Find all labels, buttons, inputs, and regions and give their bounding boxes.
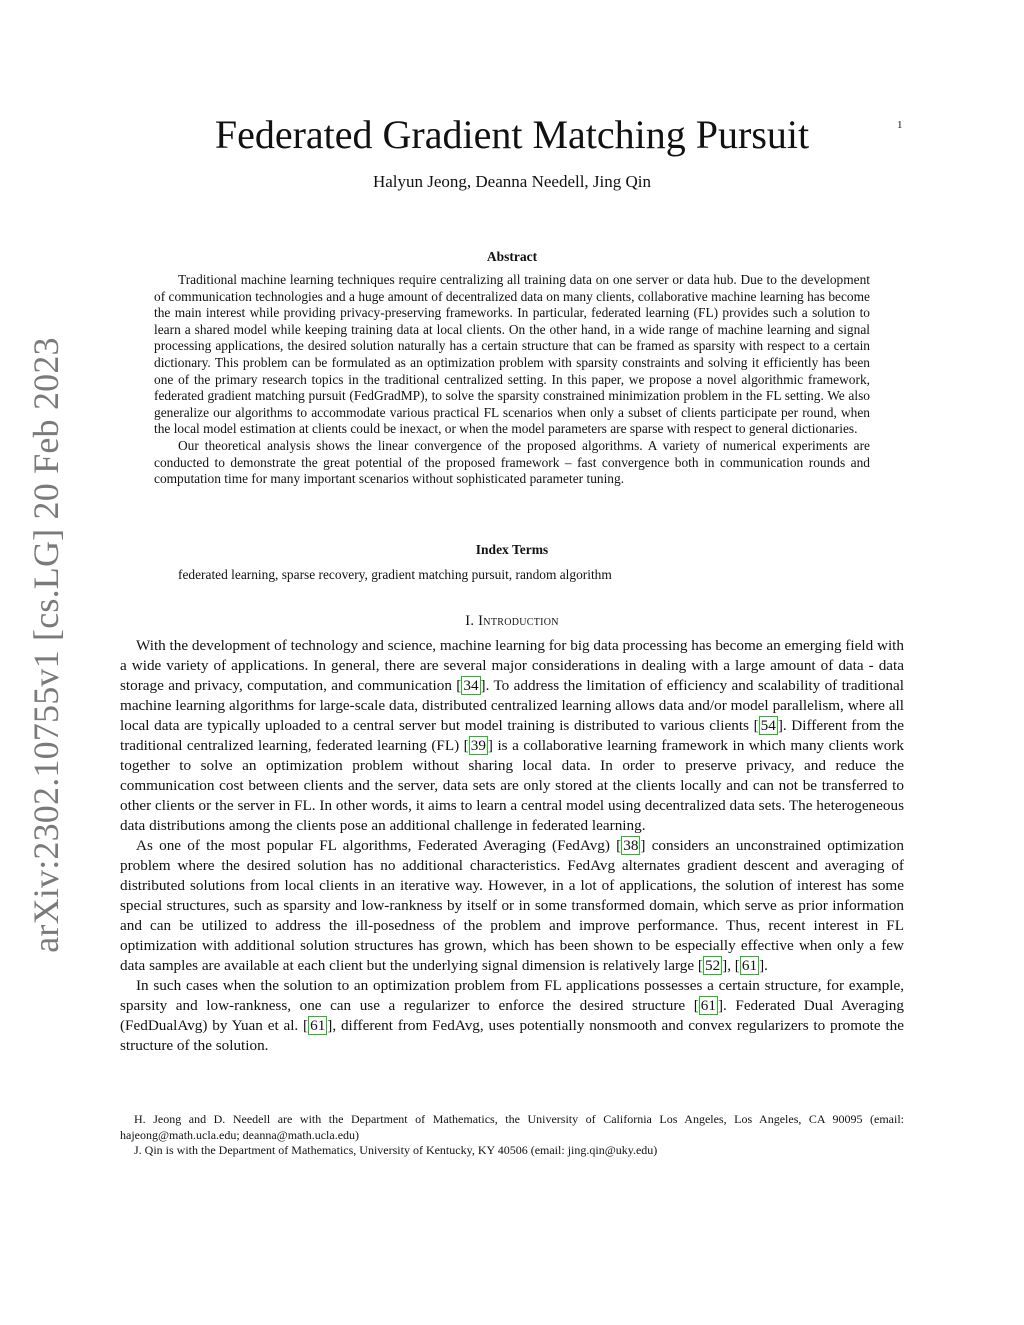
citation-link[interactable]: 39 bbox=[470, 737, 486, 754]
citation-link[interactable]: 52 bbox=[704, 957, 721, 974]
section-heading: I. Introduction bbox=[465, 613, 559, 629]
index-terms-text: federated learning, sparse recovery, gradient matching pursuit, random algorithm bbox=[178, 567, 612, 582]
body-paragraph bbox=[120, 636, 904, 836]
body-text-run: ] is a collaborative learning framework in which many clients work together to solve an optimization problem without sharing local data. In order to preserve privacy, and reduce the communication cost between clients and the server, data sets are only stored at the clients locally and can not be transferred to other clients or the server in FL. In other words, it aims to learn a central model using decentralized data sets. The heterogeneous data distributions among the clients pose an additional challenge in federated learning. bbox=[120, 737, 904, 834]
body-text-run: As one of the most popular FL algorithms, Federated Averaging (FedAvg) [ bbox=[136, 837, 622, 854]
body-text-run: With the development of technology and science, machine learning for big data processing has become an emerging field with a wide variety of applications. In general, there are several major considerations in dealing with a large amount of data - data storage and privacy, computation, and communication [ bbox=[120, 637, 904, 694]
body-text-run: ]. Federated Dual Averaging (FedDualAvg) by Yuan et al. [ bbox=[120, 997, 904, 1034]
body-text-run: ]. Different from the traditional centralized learning, federated learning (FL) [ bbox=[120, 717, 905, 754]
page-number: 1 bbox=[897, 119, 903, 131]
introduction-body bbox=[120, 636, 904, 1056]
citation-link[interactable]: 34 bbox=[463, 677, 479, 694]
footnote-affiliation: H. Jeong and D. Needell are with the Department of Mathematics, the University of California Los Angeles, Los Angeles, CA 90095 (email: hajeong@math.ucla.edu; deanna@math.ucla.edu) bbox=[120, 1112, 904, 1142]
index-terms-heading: Index Terms bbox=[475, 542, 549, 557]
footnote-affiliation: J. Qin is with the Department of Mathematics, University of Kentucky, KY 40506 (email: jing.qin@uky.edu) bbox=[134, 1143, 658, 1157]
body-text-run: ], [ bbox=[722, 957, 740, 974]
abstract-paragraph: Our theoretical analysis shows the linear convergence of the proposed algorithms. A variety of numerical experiments are conducted to demonstrate the great potential of the proposed framework – fast convergence both in communication rounds and computation time for many important scenarios without sophisticated parameter tuning. bbox=[154, 437, 870, 487]
body-text-run: ] considers an unconstrained optimization problem where the desired solution has no additional characteristics. FedAvg alternates gradient descent and averaging of distributed solutions from local clients in an iterative way. However, in a lot of applications, the solution of interest has some special structures, such as sparsity and low-rankness by itself or in some transformed domain, which serve as prior information and can be utilized to address the ill-posedness of the problem and improve performance. Thus, recent interest in FL optimization with additional solution structures has grown, which has been shown to be especially effective when only a few data samples are available at each client but the underlying signal dimension is relatively large [ bbox=[120, 837, 904, 974]
footnotes bbox=[120, 1112, 904, 1159]
abstract-body bbox=[154, 272, 870, 488]
citation-link[interactable]: 61 bbox=[700, 997, 716, 1014]
body-paragraph bbox=[120, 836, 904, 976]
abstract-paragraph: Traditional machine learning techniques require centralizing all training data on one server or data hub. Due to the development of communication technologies and a huge amount of decentralized data on many clients, collaborative machine learning has become the main interest while providing privacy-preserving frameworks. In particular, federated learning (FL) provides such a solution to learn a shared model while keeping training data at local clients. On the other hand, in a wide range of machine learning and signal processing applications, the desired solution naturally has a certain structure that can be framed as sparsity with respect to a certain dictionary. This problem can be formulated as an optimization problem with sparsity constraints and solving it efficiently has been one of the primary research topics in the traditional centralized setting. In this paper, we propose a novel algorithmic framework, federated gradient matching pursuit (FedGradMP), to solve the sparsity constrained minimization problem in the FL setting. We also generalize our algorithms to accommodate various practical FL scenarios when only a subset of clients participate per round, when the local model estimation at clients could be inexact, or when the model parameters are sparse with respect to general dictionaries. bbox=[154, 272, 870, 437]
body-text-run: In such cases when the solution to an optimization problem from FL applications possesses a certain structure, for example, sparsity and low-rankness, one can use a regularizer to enforce the desired structure [ bbox=[120, 977, 904, 1014]
citation-link[interactable]: 38 bbox=[623, 837, 639, 854]
abstract-heading: Abstract bbox=[486, 249, 538, 264]
body-paragraph bbox=[120, 976, 904, 1056]
citation-link[interactable]: 54 bbox=[760, 717, 776, 734]
paper-title: Federated Gradient Matching Pursuit bbox=[214, 112, 810, 157]
citation-link[interactable]: 61 bbox=[741, 957, 758, 974]
author-list: Halyun Jeong, Deanna Needell, Jing Qin bbox=[372, 172, 652, 191]
body-text-run: ]. To address the limitation of efficiency and scalability of traditional machine learning algorithms for large-scale data, distributed centralized learning allows data and/or model parallelism, where all local data are typically uploaded to a central server but model training is distributed to various clients [ bbox=[120, 677, 904, 734]
citation-link[interactable]: 61 bbox=[310, 1017, 326, 1034]
body-text-run: ], different from FedAvg, uses potentially nonsmooth and convex regularizers to promote the structure of the solution. bbox=[120, 1017, 904, 1054]
arxiv-stamp: arXiv:2302.10755v1 [cs.LG] 20 Feb 2023 bbox=[26, 337, 66, 953]
body-text-run: ]. bbox=[759, 957, 768, 974]
